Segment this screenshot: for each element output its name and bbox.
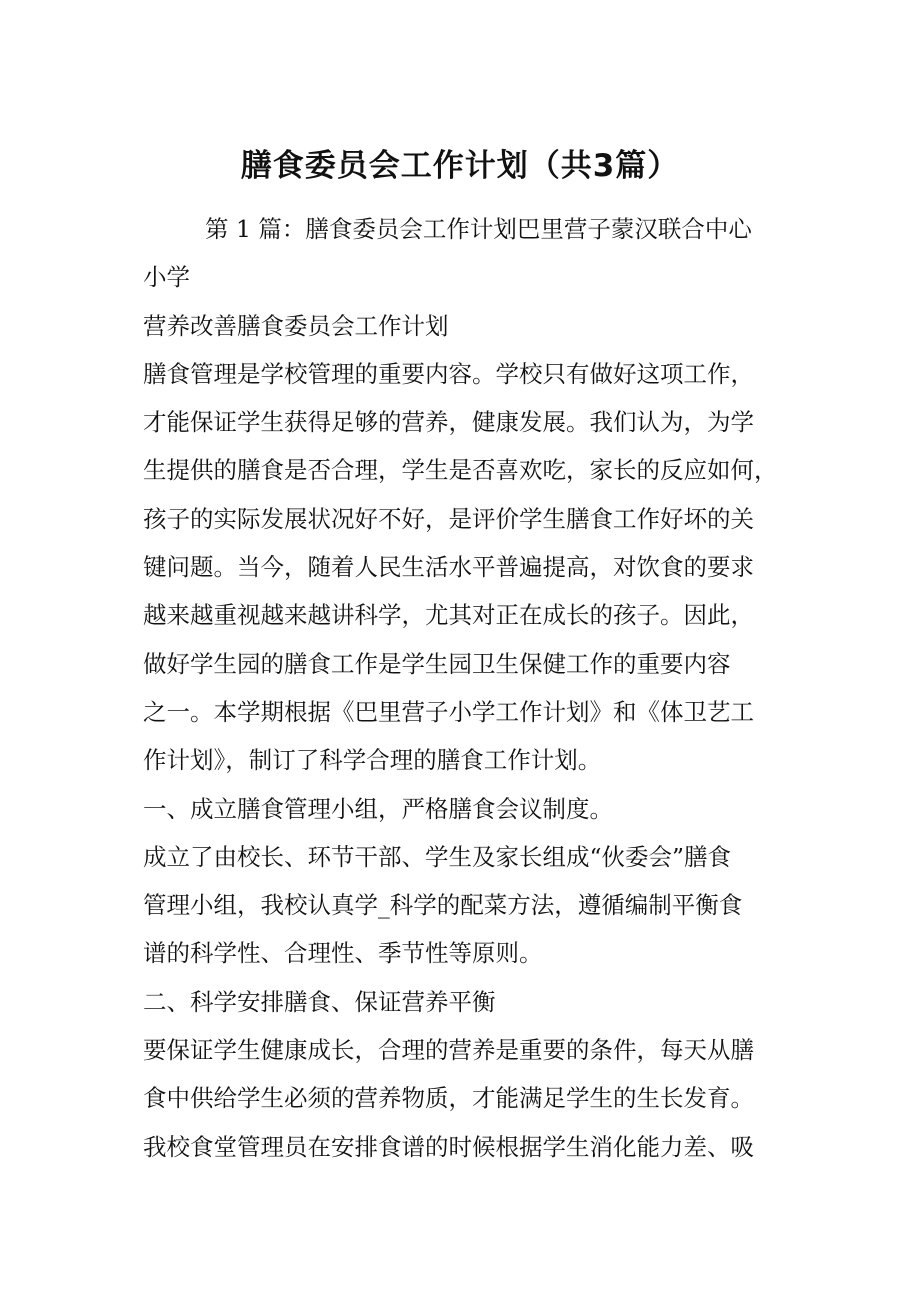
- body-line: 要保证学生健康成长，合理的营养是重要的条件，每天从膳: [143, 1036, 754, 1065]
- section-heading: 一、成立膳食管理小组，严格膳食会议制度。: [143, 794, 613, 823]
- body-line: 做好学生园的膳食工作是学生园卫生保健工作的重要内容: [143, 649, 731, 678]
- subtitle-line: 营养改善膳食委员会工作计划: [143, 311, 449, 340]
- body-line: 生提供的膳食是否合理，学生是否喜欢吃，家长的反应如何，: [143, 456, 778, 485]
- body-line: 成立了由校长、环节干部、学生及家长组成“伙委会”膳食: [143, 842, 732, 871]
- body-line: 我校食堂管理员在安排食谱的时候根据学生消化能力差、吸: [143, 1132, 754, 1161]
- body-line: 孩子的实际发展状况好不好，是评价学生膳食工作好坏的关: [143, 504, 754, 533]
- section-heading-1: 第 1 篇：膳食委员会工作计划巴里营子蒙汉联合中心: [205, 215, 752, 243]
- body-line: 键问题。当今，随着人民生活水平普遍提高，对饮食的要求: [143, 553, 754, 582]
- section-heading: 二、科学安排膳食、保证营养平衡: [143, 987, 496, 1016]
- body-line: 越来越重视越来越讲科学，尤其对正在成长的孩子。因此，: [143, 601, 754, 630]
- document-body: [143, 205, 808, 1171]
- body-line: 食中供给学生必须的营养物质，才能满足学生的生长发育。: [143, 1084, 754, 1113]
- body-line: 管理小组，我校认真学_科学的配菜方法，遵循编制平衡食: [143, 891, 743, 920]
- body-line: 才能保证学生获得足够的营养，健康发展。我们认为，为学: [143, 408, 754, 437]
- body-line: 小学: [143, 263, 190, 292]
- body-line: 膳食管理是学校管理的重要内容。学校只有做好这项工作，: [143, 359, 754, 388]
- document-title: 膳食委员会工作计划（共3篇）: [240, 148, 680, 184]
- body-line: 之一。本学期根据《巴里营子小学工作计划》和《体卫艺工: [143, 697, 754, 726]
- body-line: 谱的科学性、合理性、季节性等原则。: [143, 939, 543, 968]
- body-line: 作计划》，制订了科学合理的膳食工作计划。: [143, 746, 602, 775]
